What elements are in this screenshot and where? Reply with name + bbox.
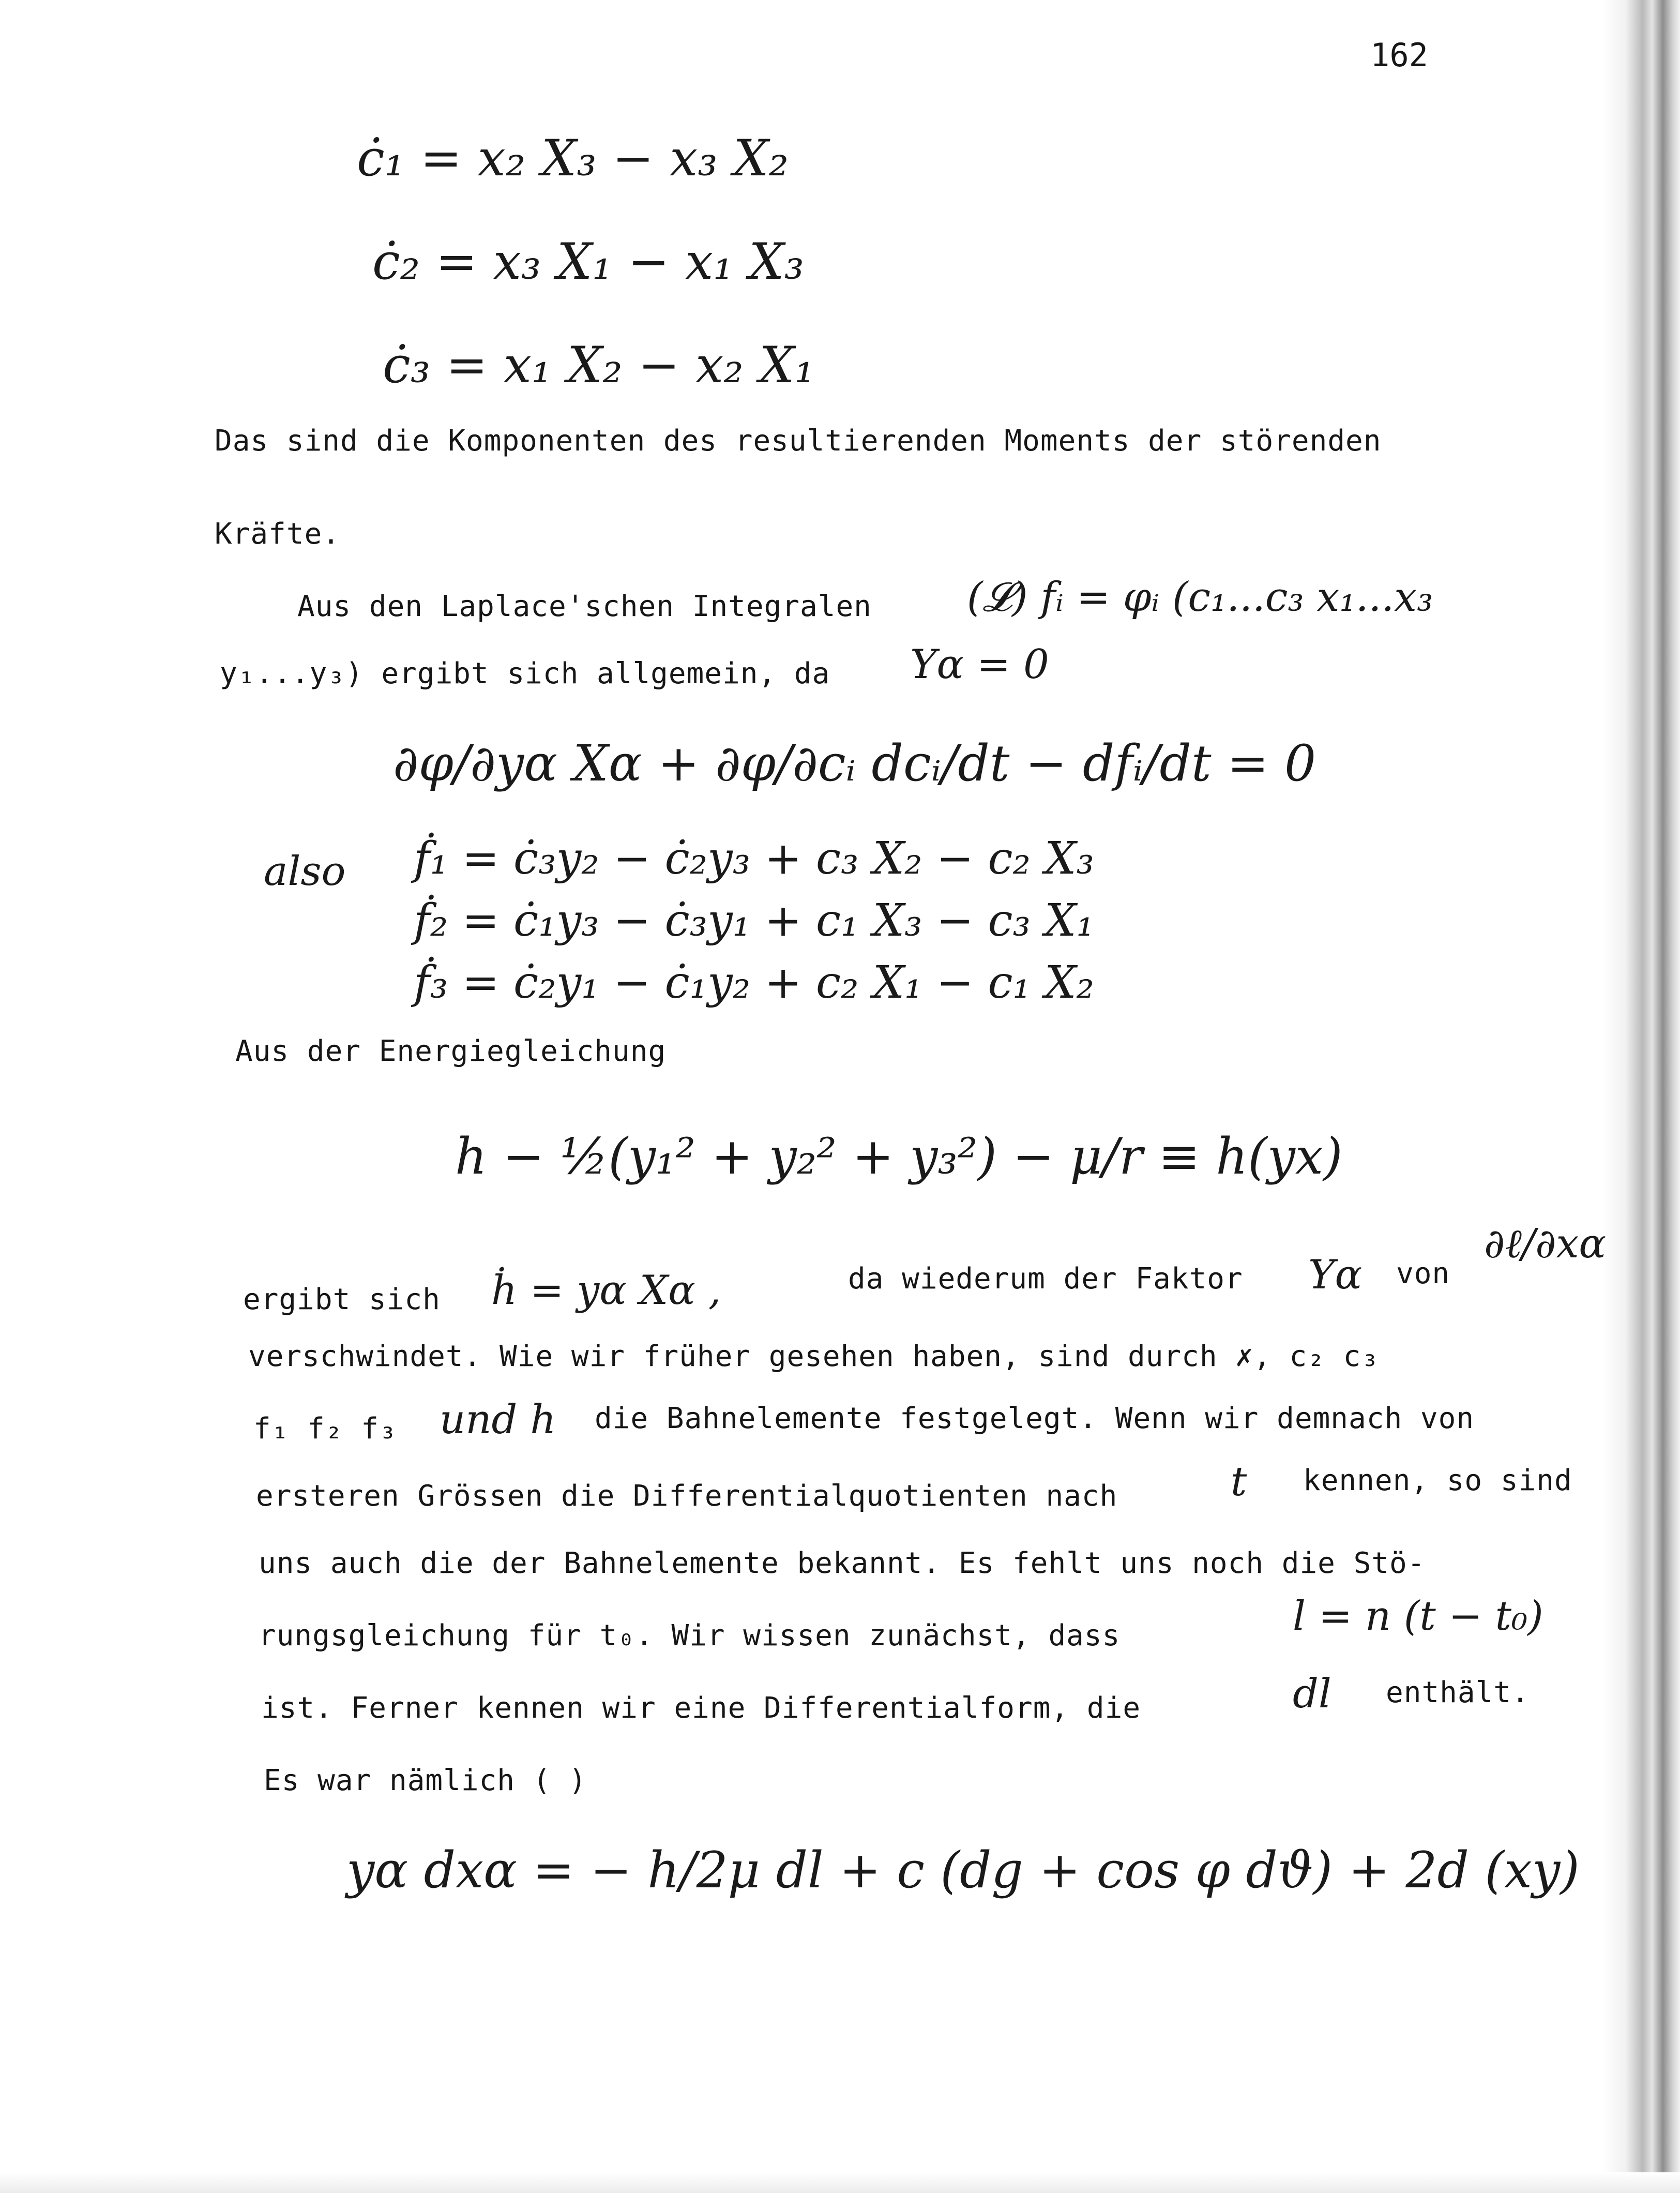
text-von: von — [1396, 1257, 1450, 1290]
text-line-2: Kräfte. — [215, 517, 341, 551]
formula-dl-dx: ∂ℓ/∂xα — [1484, 1221, 1607, 1267]
page-number: 162 — [1370, 36, 1428, 74]
binding-shadow — [1602, 0, 1680, 2193]
equation-differential-form: yα dxα = − h/2μ dl + c (dg + cos φ dϑ) + 2d (xy) — [346, 1841, 1580, 1899]
equation-c2: ċ₂ = x₃ X₁ − x₁ X₃ — [372, 233, 805, 291]
text-f-symbols: f₁ f₂ f₃ — [253, 1412, 397, 1446]
y-alpha-zero: Yα = 0 — [910, 641, 1049, 688]
equation-c3: ċ₃ = x₁ X₂ − x₂ X₁ — [383, 336, 815, 394]
text-ferner: ist. Ferner kennen wir eine Differentialform, die — [261, 1691, 1141, 1725]
text-es-war: Es war nämlich ( ) — [264, 1764, 587, 1797]
page-bottom-edge — [0, 2172, 1680, 2193]
text-line-4: y₁...y₃) ergibt sich allgemein, da — [220, 657, 830, 690]
formula-l-equals: l = n (t − t₀) — [1293, 1593, 1543, 1640]
text-stoerungsgleichung: rungsgleichung für t₀. Wir wissen zunächst, dass — [259, 1619, 1121, 1653]
formula-dl: dl — [1293, 1671, 1331, 1717]
text-bahnelemente: die Bahnelemente festgelegt. Wenn wir demnach von — [595, 1402, 1475, 1435]
text-line-verschwindet: verschwindet. Wie wir früher gesehen haben, sind durch ✗, c₂ c₃ — [248, 1340, 1380, 1373]
symbol-t: t — [1231, 1459, 1247, 1505]
laplace-integral-formula: (𝓛) fᵢ = φᵢ (c₁...c₃ x₁...x₃ — [967, 574, 1433, 621]
text-kennen: kennen, so sind — [1303, 1464, 1572, 1497]
text-faktor: da wiederum der Faktor — [848, 1262, 1243, 1296]
text-ergibt-sich: ergibt sich — [243, 1283, 441, 1316]
text-line-uns: uns auch die der Bahnelemente bekannt. Es fehlt uns noch die Stö- — [259, 1546, 1426, 1580]
formula-y-alpha: Yα — [1308, 1252, 1363, 1298]
label-also: also — [264, 848, 346, 895]
text-und-h: und h — [440, 1396, 556, 1443]
text-line-1: Das sind die Komponenten des resultierenden Moments der störenden — [215, 424, 1382, 458]
equation-c1: ċ₁ = x₂ X₃ − x₃ X₂ — [357, 129, 789, 187]
text-energy-heading: Aus der Energiegleichung — [235, 1034, 667, 1068]
equation-partial-derivatives: ∂φ/∂yα Xα + ∂φ/∂cᵢ dcᵢ/dt − dfᵢ/dt = 0 — [393, 734, 1316, 792]
equation-f3: ḟ₃ = ċ₂y₁ − ċ₁y₂ + c₂ X₁ − c₁ X₂ — [414, 957, 1094, 1009]
equation-f1: ḟ₁ = ċ₃y₂ − ċ₂y₃ + c₃ X₂ − c₂ X₃ — [414, 833, 1094, 884]
text-enthaelt: enthält. — [1386, 1676, 1530, 1709]
equation-f2: ḟ₂ = ċ₁y₃ − ċ₃y₁ + c₁ X₃ − c₃ X₁ — [414, 895, 1094, 947]
text-ersteren: ersteren Grössen die Differentialquotienten nach — [256, 1479, 1118, 1513]
equation-energy: h − ½(y₁² + y₂² + y₃²) − μ/r ≡ h(yx) — [455, 1128, 1343, 1185]
text-line-3: Aus den Laplace'schen Integralen — [297, 590, 872, 623]
formula-h-dot: ḣ = yα Xα , — [491, 1267, 721, 1314]
